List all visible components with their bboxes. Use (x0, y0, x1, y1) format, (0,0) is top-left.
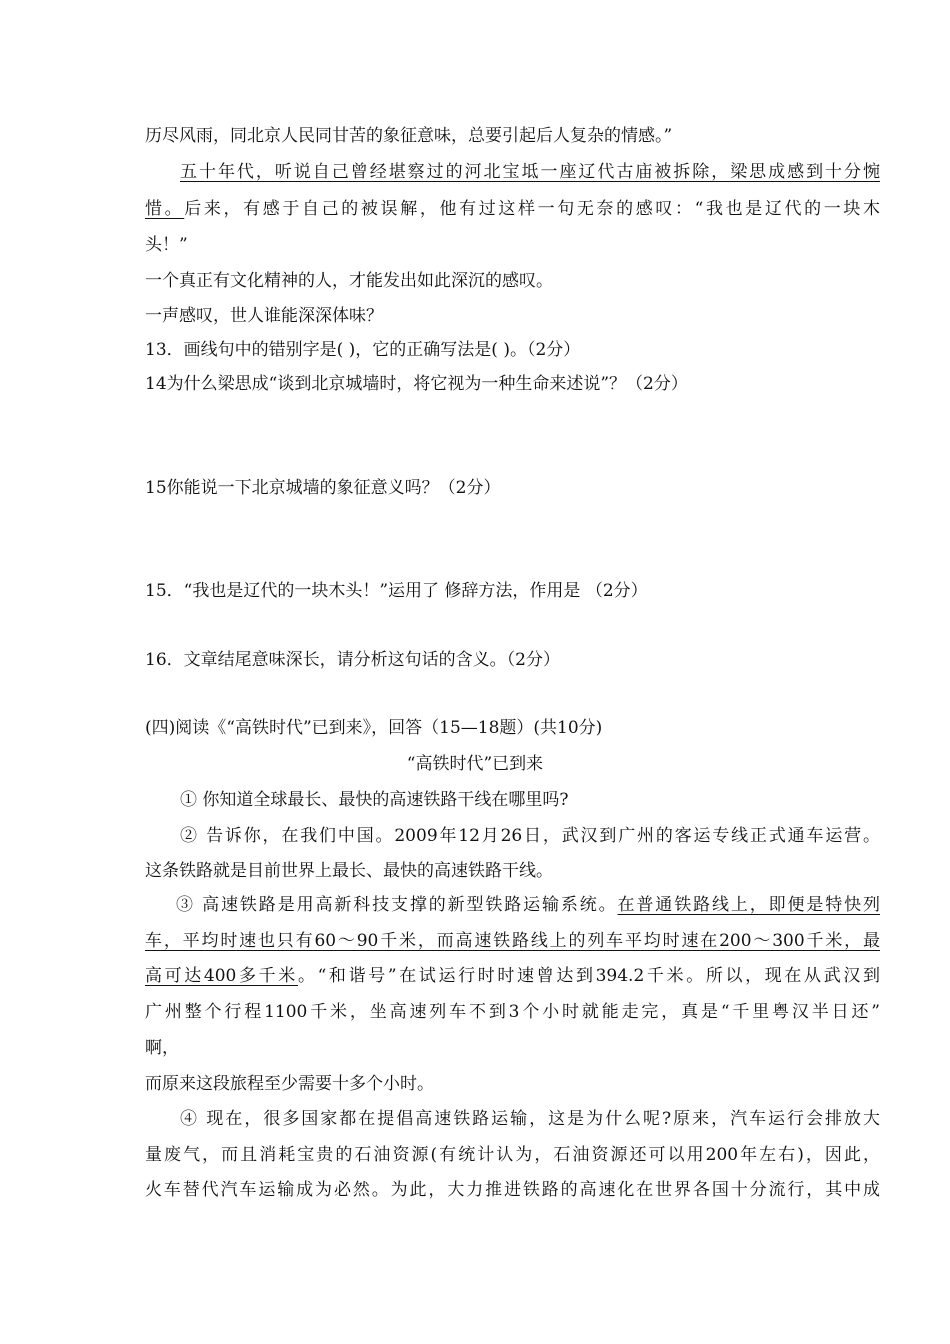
question-16 (145, 648, 880, 672)
article-title (0, 752, 950, 776)
question-15a (145, 476, 880, 500)
paragraph-text: 量废气，而且消耗宝贵的石油资源(有统计认为，石油资源还可以用200年左右)，因此， (145, 1145, 880, 1165)
passage-line (145, 269, 880, 293)
paragraph-3-line (145, 964, 880, 988)
passage-line (145, 233, 880, 257)
question-text: 15．“我也是辽代的一块木头！”运用了 修辞方法，作用是 （2分） (145, 581, 648, 601)
paragraph-text: 。“和谐号”在试运行时时速曾达到394.2千米。所以，现在从武汉到 (297, 966, 880, 986)
question-text: 14为什么梁思成“谈到北京城墙时，将它视为一种生命来述说”？（2分） (145, 374, 688, 394)
paragraph-4-line (145, 1143, 880, 1167)
passage-line (145, 197, 880, 221)
paragraph-2-line (180, 824, 880, 848)
paragraph-text: 这条铁路就是目前世界上最长、最快的高速铁路干线。 (145, 861, 553, 881)
underlined-sentence-end: 高可达400多千米 (145, 966, 298, 986)
passage-line (145, 304, 880, 328)
paragraph-text: 啊， (145, 1038, 179, 1058)
underlined-sentence: 五十年代，听说自己曾经堪察过的河北宝坻一座辽代古庙被拆除，梁思成感到十分惋 (180, 162, 880, 182)
passage-text: 后来，有感于自己的被误解，他有过这样一句无奈的感叹：“我也是辽代的一块木 (184, 199, 880, 219)
question-text: 13．画线句中的错别字是( )，它的正确写法是( )。（2分） (145, 340, 581, 360)
paragraph-3-line (145, 1000, 880, 1024)
paragraph-4-line (180, 1107, 880, 1131)
paragraph-text: 广州整个行程1100千米，坐高速列车不到3个小时就能走完，真是“千里粤汉半日还” (145, 1002, 880, 1022)
paragraph-text: ③ 高速铁路是用高新科技支撑的新型铁路运输系统。 (176, 895, 618, 915)
underlined-sentence: 车，平均时速也只有60～90千米，而高速铁路线上的列车平均时速在200～300千米，最 (145, 931, 880, 951)
paragraph-3-line (176, 893, 880, 917)
paragraph-text: 火车替代汽车运输成为必然。为此，大力推进铁路的高速化在世界各国十分流行，其中成 (145, 1180, 880, 1200)
passage-text: 头！” (145, 235, 188, 255)
section-header (145, 716, 880, 740)
question-text: 16．文章结尾意味深长，请分析这句话的含义。（2分） (145, 650, 560, 670)
question-text: 15你能说一下北京城墙的象征意义吗？（2分） (145, 478, 501, 498)
paragraph-2-line (145, 859, 880, 883)
paragraph-text: ④ 现在，很多国家都在提倡高速铁路运输，这是为什么呢?原来，汽车运行会排放大 (180, 1109, 880, 1129)
paragraph-4-line (145, 1178, 880, 1202)
question-13 (145, 338, 880, 362)
section-header-text: (四)阅读《“高铁时代”已到来》，回答（15—18题）(共10分) (145, 718, 603, 738)
paragraph-text: ① 你知道全球最长、最快的高速铁路干线在哪里吗? (180, 790, 569, 810)
paragraph-text: ② 告诉你，在我们中国。2009年12月26日，武汉到广州的客运专线正式通车运营。 (180, 826, 880, 846)
passage-text: 历尽风雨，同北京人民同甘苦的象征意味，总要引起后人复杂的情感。” (145, 126, 673, 146)
underlined-sentence: 在普通铁路线上，即便是特快列 (617, 895, 880, 915)
underlined-sentence-line (180, 160, 880, 184)
passage-text: 一声感叹，世人谁能深深体味？ (145, 306, 383, 326)
underlined-sentence-end: 惜。 (145, 199, 185, 219)
paragraph-1 (180, 788, 880, 812)
passage-text: 一个真正有文化精神的人，才能发出如此深沉的感叹。 (145, 271, 553, 291)
paragraph-3-line (145, 1072, 880, 1096)
question-14 (145, 372, 880, 396)
article-title-text: “高铁时代”已到来 (406, 754, 544, 774)
paragraph-3-line (145, 1036, 880, 1060)
question-15b (145, 579, 880, 603)
paragraph-3-line (145, 929, 880, 953)
passage-line (145, 124, 880, 148)
paragraph-text: 而原来这段旅程至少需要十多个小时。 (145, 1074, 434, 1094)
